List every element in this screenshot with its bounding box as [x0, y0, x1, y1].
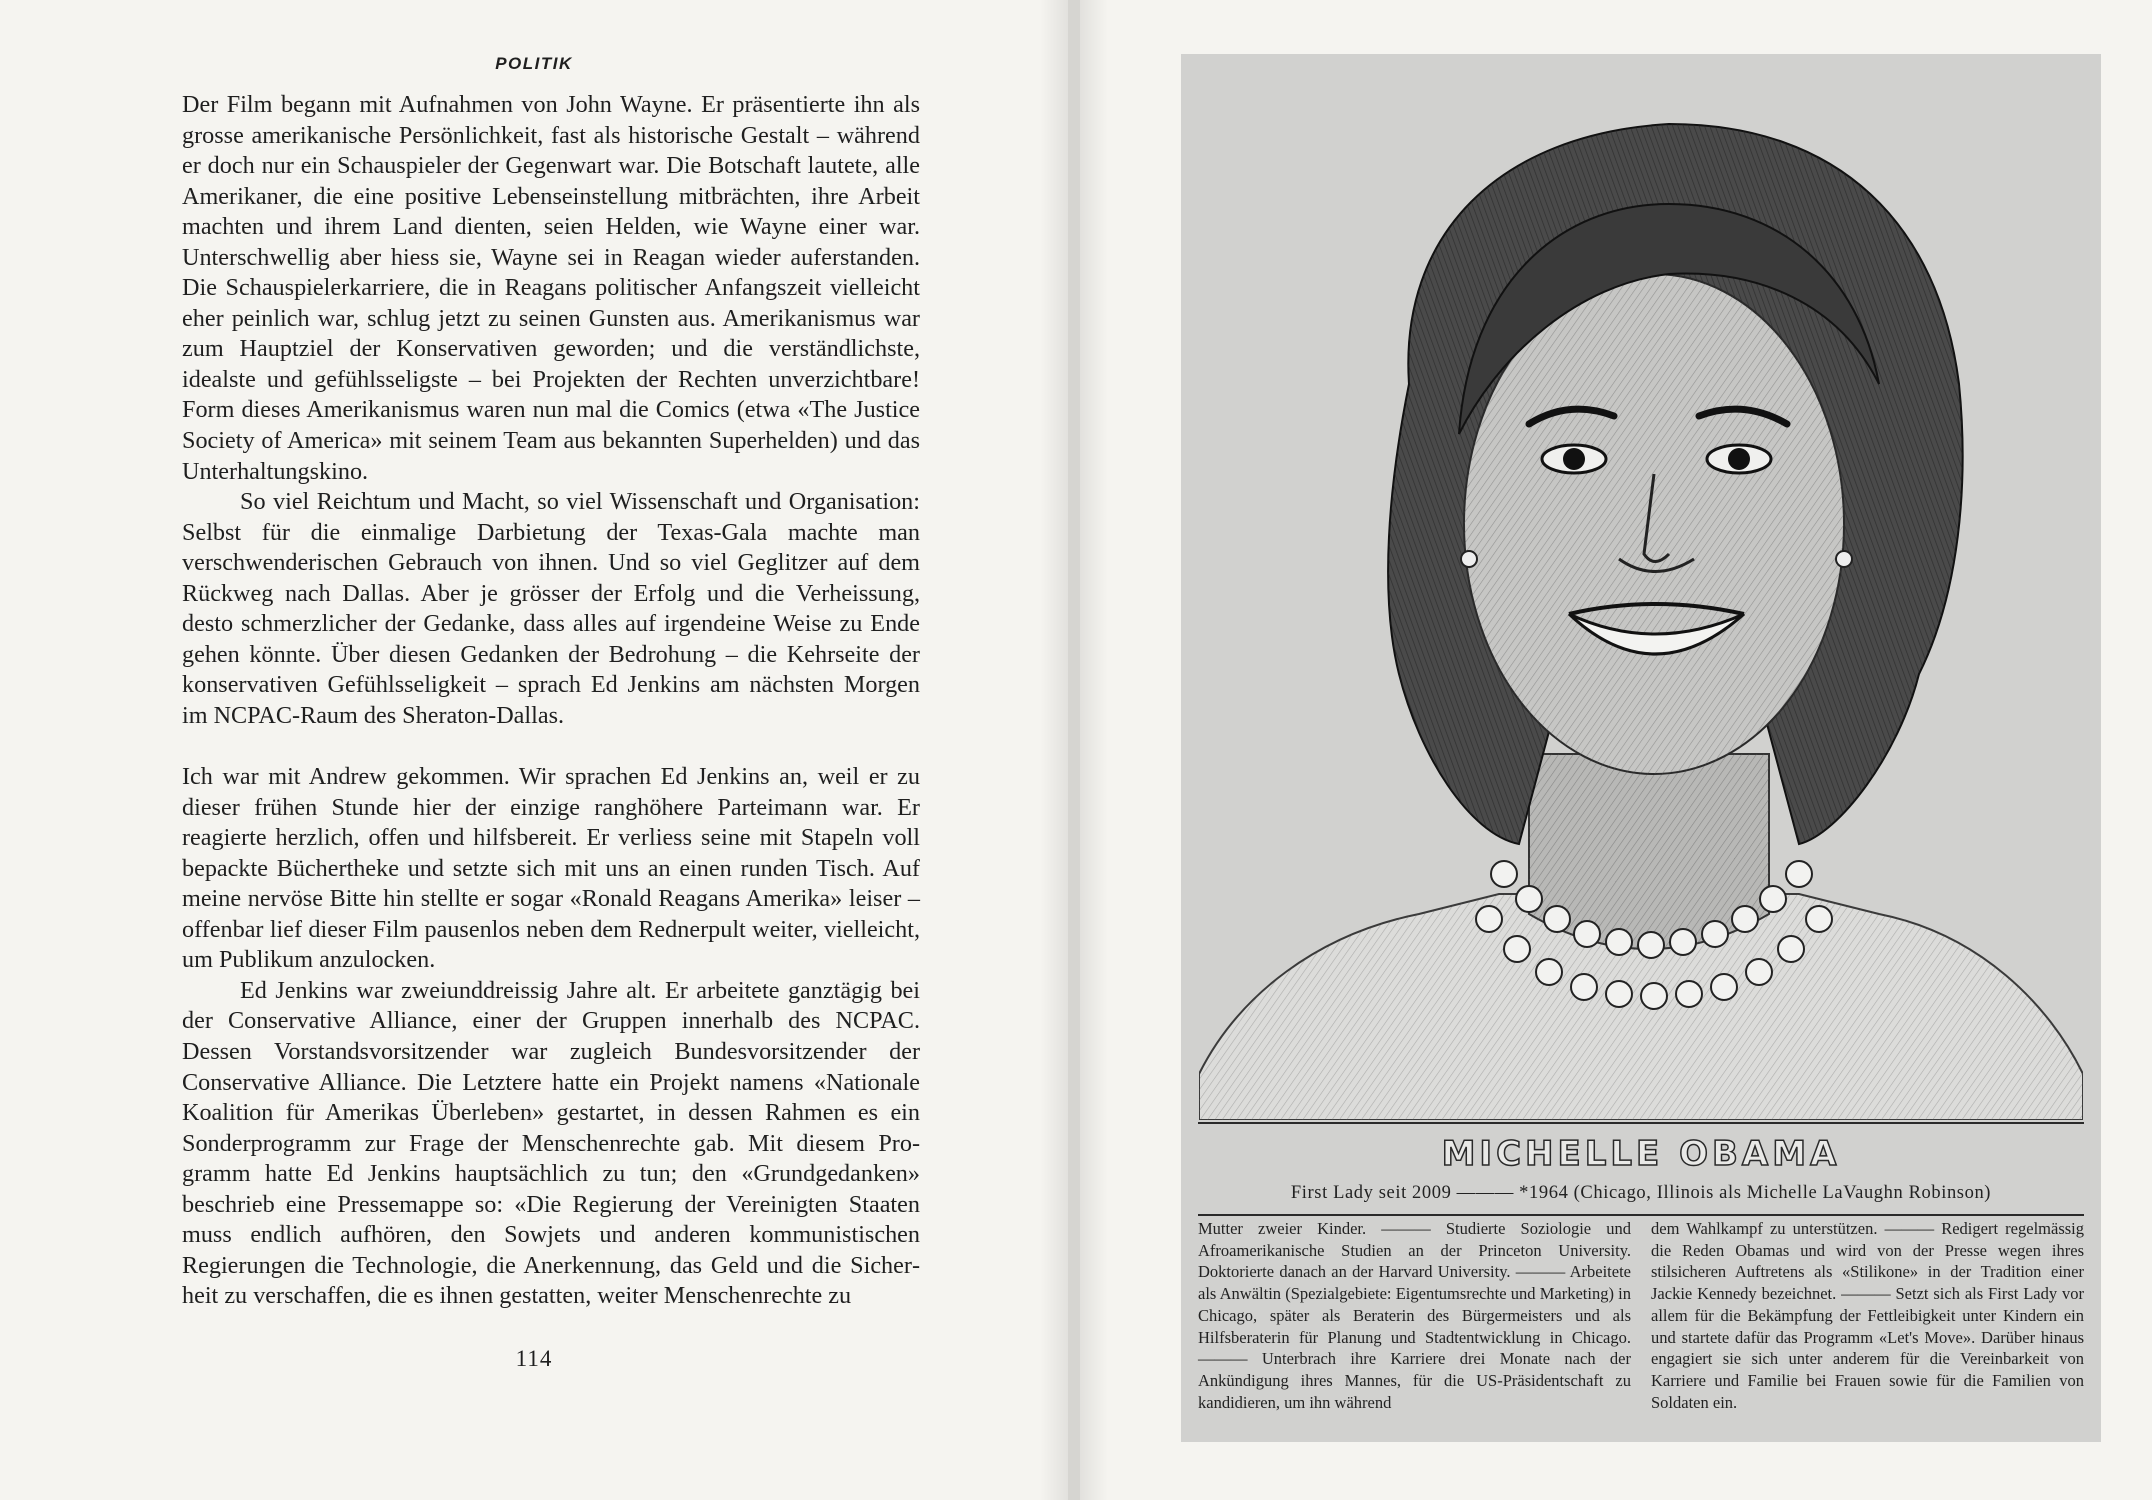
- portrait-card: [1181, 54, 2101, 1442]
- portrait-name: MICHELLE OBAMA: [1441, 1134, 1841, 1174]
- divider-bottom: [1198, 1214, 2084, 1216]
- gutter-shadow-left: [1040, 0, 1068, 1500]
- paragraph-2: So viel Reichtum und Macht, so viel Wissenschaft und Organisation: Selbst für die einmalige Darbietung der Texas-Gala machte man verschwenderischen Gebrauch von ihnen. Und so viel Geglitzer auf dem Rückweg nach Dallas. Aber je grösser der Erfolg und die Verheissung, desto schmerzlicher der Gedanke, dass alles auf irgendeine Weise zu Ende gehen könnte. Über diesen Gedanken der Bedrohung – die Kehrseite der konservativen Gefühlsseligkeit – sprach Ed Jenkins am nächsten Morgen im NCPAC-Raum des Sheraton-Dallas.: [182, 488, 920, 729]
- paragraph-4: Ed Jenkins war zweiunddreissig Jahre alt. Er arbeitete ganztägig bei der Conservative Alliance, einer der Gruppen innerhalb des NCPAC. Dessen Vorstandsvorsitzender war zugleich Bundesvorsitzender der Conservative Alliance. Die Letztere hatte ein Projekt namens «Nationale Koalition für Amerikas Überleben» gestartet, in dessen Rahmen es ein Sonderprogramm zur Frage der Menschenrechte gab. Mit diesem Programm hatte Ed Jenkins hauptsächlich zu tun; den «Grundgedanken» beschrieb eine Pressemappe so: «Die Regierung der Vereinigten Staaten muss endlich aufhören, den Sowjets und anderen kommunistischen Regierungen die Technologie, die Anerkennung, das Geld und die Sicherheit zu verschaffen, die es ihnen gestatten, weiter Menschenrechte zu: [182, 976, 920, 1310]
- portrait-subtitle: First Lady seit 2009 ——— *1964 (Chicago, Illinois als Michelle LaVaughn Robinson): [1290, 1183, 1992, 1203]
- paragraph-1: Der Film begann mit Aufnahmen von John Wayne. Er präsentierte ihn als grosse amerikanische Persönlichkeit, fast als historische Gestalt – während er doch nur ein Schauspieler der Gegenwart war. Die Botschaft lautete, alle Amerikaner, die eine positive Lebenseinstellung mitbrächten, ihre Arbeit machten und ihrem Land dienten, seien Helden, wie Wayne einer war. Unterschwellig aber hiess sie, Wayne sei in Reagan wieder auferstanden. Die Schauspielerkarriere, die in Reagans politischer Anfangszeit vielleicht eher peinlich war, schlug jetzt zu seinen Gunsten aus. Amerikanismus war zum Hauptziel der Konservativen geworden; und die verständlichste, idealste und gefühlsseligste – bei Projekten der Rechten unverzichtbare! Form dieses Amerikanismus waren nun mal die Comics (etwa «The Justice Society of America» mit seinem Team aus bekannten Superhelden) und das Unterhaltungskino.: [182, 91, 920, 485]
- bio-column-right: dem Wahlkampf zu unterstützen. ——— Redigert regelmässig die Reden Obamas und wird von der Presse wegen ihres stilsicheren Auftretens als «Stilikone» in der Tradition einer Jackie Kennedy bezeichnet. ——— Setzt sich als First Lady vor allem für die Bekämpfung der Fettleibigkeit unter Kindern ein und startete dafür das Programm «Let's Move». Darüber hinaus engagiert sie sich unter anderem für die Vereinbarkeit von Karriere und Familie bei Frauen sowie für die Familien von Soldaten ein.: [1651, 1219, 2084, 1412]
- portrait-illustration: [1199, 54, 2083, 1120]
- gutter-shadow-right: [1080, 0, 1108, 1500]
- left-page: [0, 0, 1068, 1500]
- bio-column-left: Mutter zweier Kinder. ——— Studierte Soziologie und Afroamerikanische Studien an der Princeton University. Doktorierte danach an der Harvard University. ——— Arbeitete als Anwältin (Spezialgebiete: Eigentumsrechte und Marketing) in Chicago, später als Beraterin des Bürgermeisters und als Hilfsberaterin für Planung und Stadtentwicklung in Chicago. ——— Unterbrach ihre Karriere drei Monate nach der Ankündigung ihres Mannes, für die US-Präsidentschaft zu kandidieren, um ihn während: [1198, 1219, 1631, 1412]
- divider-top: [1198, 1122, 2084, 1124]
- paragraph-3: Ich war mit Andrew gekommen. Wir sprachen Ed Jenkins an, weil er zu dieser frühen Stunde hier der einzige ranghöhere Parteimann war. Er reagierte herzlich, offen und hilfsbereit. Er verliess seine mit Stapeln voll bepackte Büchertheke und setzte sich mit uns an einen runden Tisch. Auf meine nervöse Bitte hin stellte er sogar «Ronald Reagans Amerika» leiser – offenbar lief dieser Film pausenlos neben dem Rednerpult weiter, vielleicht, um Publikum anzulocken.: [182, 763, 920, 974]
- running-head: POLITIK: [495, 54, 573, 73]
- body-text: [182, 90, 920, 1312]
- page-number: 114: [515, 1346, 553, 1371]
